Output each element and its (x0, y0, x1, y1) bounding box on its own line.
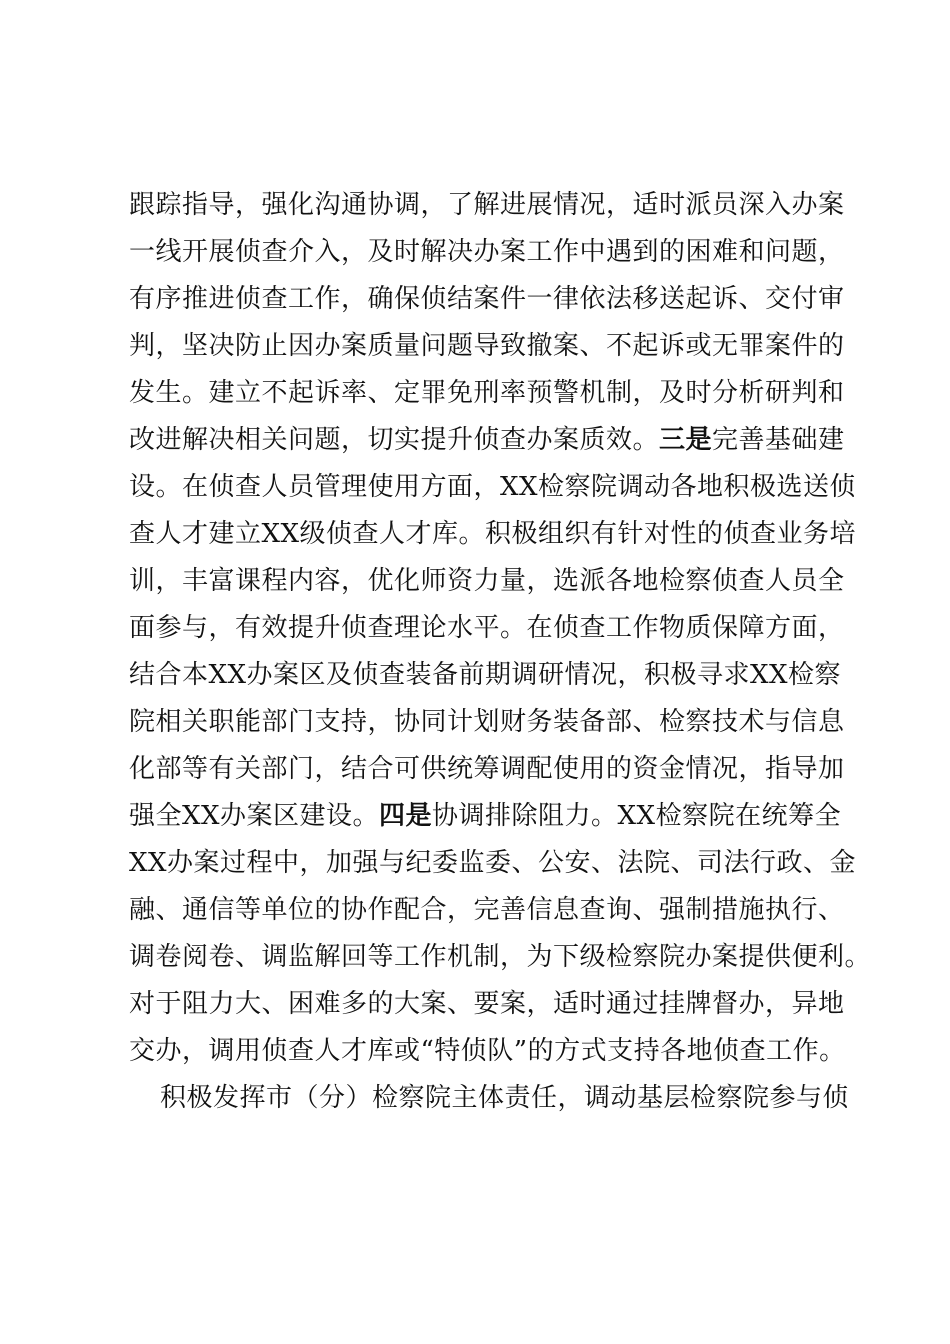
text-line (129, 1032, 849, 1070)
text-line (129, 985, 849, 1023)
line-text: 融、通信等单位的协作配合，完善信息查询、强制措施执行、 (129, 895, 845, 925)
line-text: 发生。建立不起诉率、定罪免刑率预警机制，及时分析研判和 (129, 378, 845, 408)
paragraph-first-line (160, 1079, 880, 1117)
bold-heading: 三是 (659, 425, 713, 455)
line-text: 面参与，有效提升侦查理论水平。在侦查工作物质保障方面， (129, 613, 845, 643)
bold-heading: 四是 (379, 801, 433, 831)
text-line (129, 703, 849, 741)
line-text: 跟踪指导，强化沟通协调，了解进展情况，适时派员深入办案 (129, 190, 845, 220)
text-line (129, 750, 849, 788)
line-text: 协调排除阻力。XX检察院在统筹全 (432, 801, 842, 831)
text-line (129, 280, 849, 318)
text-line (129, 468, 857, 506)
line-text: 化部等有关部门，结合可供统筹调配使用的资金情况，指导加 (129, 754, 845, 784)
text-line (129, 656, 849, 694)
text-line (129, 327, 849, 365)
text-line (129, 233, 849, 271)
line-text: 对于阻力大、困难多的大案、要案，适时通过挂牌督办，异地 (129, 989, 845, 1019)
line-text: 调卷阅卷、调监解回等工作机制，为下级检察院办案提供便利。 (129, 942, 872, 972)
line-text: 判，坚决防止因办案质量问题导致撤案、不起诉或无罪案件的 (129, 331, 845, 361)
text-line (129, 891, 849, 929)
line-text: 改进解决相关问题，切实提升侦查办案质效。 (129, 425, 660, 455)
line-text: 完善基础建 (712, 425, 845, 455)
line-text: 强全XX办案区建设。 (129, 801, 380, 831)
line-text: 查人才建立XX级侦查人才库。积极组织有针对性的侦查业务培 (129, 519, 857, 549)
line-text: 一线开展侦查介入，及时解决办案工作中遇到的困难和问题， (129, 237, 845, 267)
text-line (129, 844, 857, 882)
text-line (129, 797, 849, 835)
text-line (129, 374, 849, 412)
text-line (129, 421, 849, 459)
line-text: 设。在侦查人员管理使用方面，XX检察院调动各地积极选送侦 (129, 472, 857, 502)
text-line (129, 515, 857, 553)
text-line (129, 186, 849, 224)
line-text: 积极发挥市（分）检察院主体责任，调动基层检察院参与侦 (160, 1083, 850, 1113)
text-line (129, 562, 849, 600)
line-text: 交办，调用侦查人才库或“特侦队”的方式支持各地侦查工作。 (129, 1036, 846, 1066)
text-line (129, 938, 872, 976)
line-text: 院相关职能部门支持，协同计划财务装备部、检察技术与信息 (129, 707, 845, 737)
line-text: 结合本XX办案区及侦查装备前期调研情况，积极寻求XX检察 (129, 660, 842, 690)
line-text: 训，丰富课程内容，优化师资力量，选派各地检察侦查人员全 (129, 566, 845, 596)
line-text: XX办案过程中，加强与纪委监委、公安、法院、司法行政、金 (129, 848, 857, 878)
line-text: 有序推进侦查工作，确保侦结案件一律依法移送起诉、交付审 (129, 284, 845, 314)
text-line (129, 609, 849, 647)
